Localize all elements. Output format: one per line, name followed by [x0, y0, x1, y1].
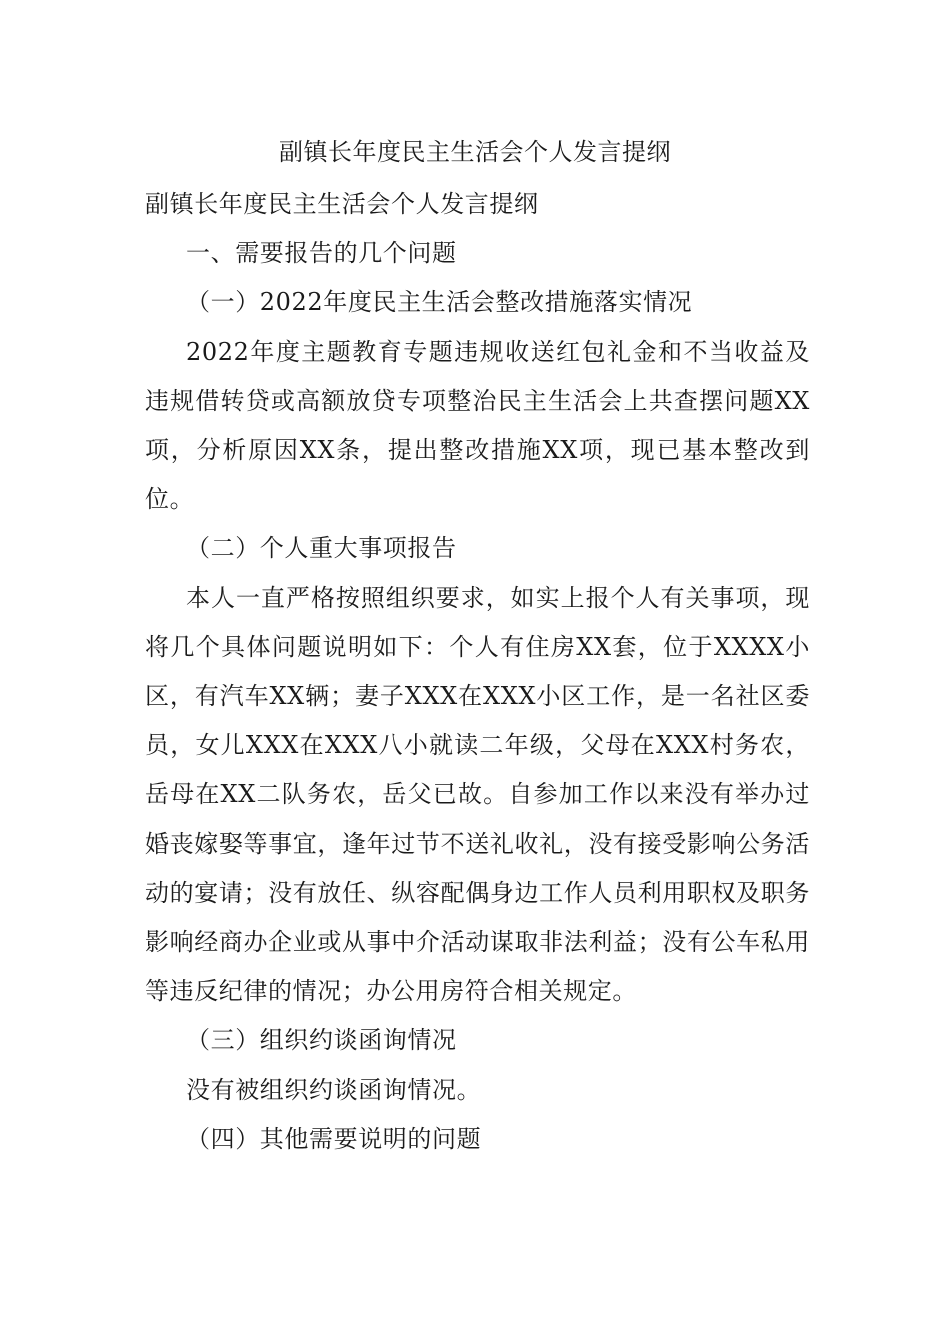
- document-title: 副镇长年度民主生活会个人发言提纲: [279, 138, 671, 166]
- subsection-heading-1: （一）2022年度民主生活会整改措施落实情况: [186, 288, 693, 317]
- document-subtitle: 副镇长年度民主生活会个人发言提纲: [145, 190, 539, 218]
- subsection-heading-3: （三）组织约谈函询情况: [186, 1026, 457, 1055]
- paragraph-personal-matters: 本人一直严格按照组织要求，如实上报个人有关事项，现将几个具体问题说明如下：个人有住房XX套，位于XXXX小区，有汽车XX辆；妻子XXX在XXX小区工作，是一名社区委员，女儿XXX在XXX八小就读二年级，父母在XXX村务农，岳母在XX二队务农，岳父已故。自参加工作以来没有举办过婚丧嫁娶等事宜，逢年过节不送礼收礼，没有接受影响公务活动的宴请；没有放任、纵容配偶身边工作人员利用职权及职务影响经商办企业或从事中介活动谋取非法利益；没有公车私用等违反纪律的情况；办公用房符合相关规定。: [145, 583, 810, 1006]
- subsection-heading-2: （二）个人重大事项报告: [186, 534, 457, 563]
- paragraph-rectification: 2022年度主题教育专题违规收送红包礼金和不当收益及违规借转贷或高额放贷专项整治民主生活会上共查摆问题XX项，分析原因XX条，提出整改措施XX项，现已基本整改到位。: [145, 337, 810, 514]
- section-heading-1: 一、需要报告的几个问题: [186, 239, 457, 268]
- subsection-heading-4: （四）其他需要说明的问题: [186, 1124, 482, 1153]
- paragraph-interview: 没有被组织约谈函询情况。: [186, 1075, 482, 1104]
- document-body: [145, 180, 810, 1164]
